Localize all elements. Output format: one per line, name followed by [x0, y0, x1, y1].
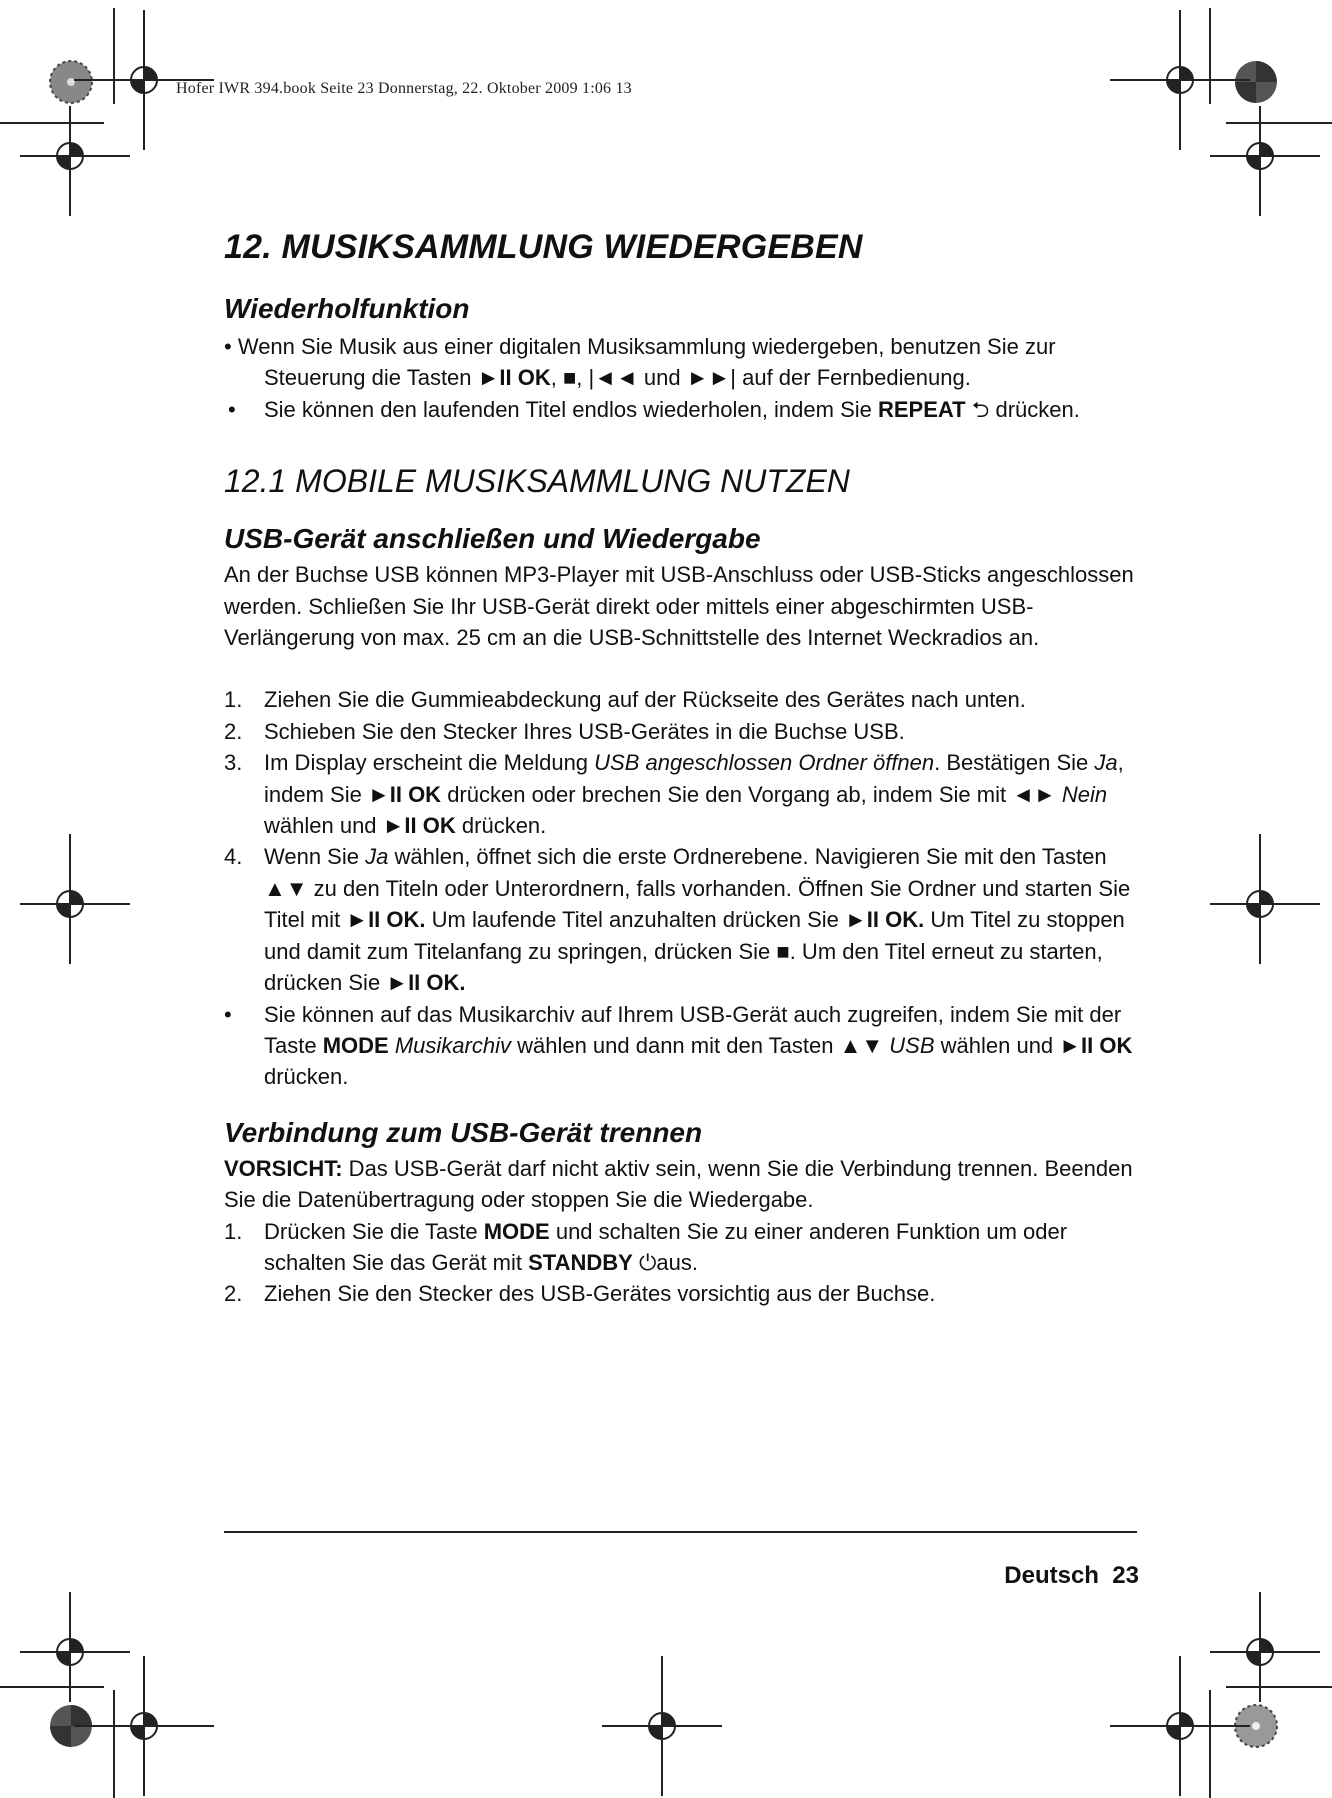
- caution-paragraph: VORSICHT: Das USB-Gerät darf nicht aktiv sein, wenn Sie die Verbindung trennen. Beenden Sie die Datenübertragung oder stoppen Sie die Wiedergabe.: [224, 1155, 1133, 1213]
- chapter-title: 12. MUSIKSAMMLUNG WIEDERGEBEN: [224, 228, 863, 266]
- crop-mark-line: [1226, 1686, 1332, 1688]
- page-number: 23: [1112, 1562, 1139, 1589]
- power-icon: ⏻: [638, 1249, 657, 1275]
- footer-language: Deutsch: [1004, 1562, 1099, 1589]
- page-footer: [1004, 1562, 1139, 1590]
- registration-mark-icon: [1190, 834, 1330, 974]
- print-header-slug: Hofer IWR 394.book Seite 23 Donnerstag, 22. Oktober 2009 1:06 13: [176, 80, 632, 97]
- subsection-heading-usb-connect: USB-Gerät anschließen und Wiedergabe: [224, 523, 761, 555]
- page-content: [224, 226, 1144, 1310]
- section-heading-wiederholfunktion: Wiederholfunktion: [224, 293, 470, 324]
- subsection-heading-disconnect: Verbindung zum USB-Gerät trennen: [224, 1116, 703, 1148]
- bullet-list: [224, 331, 1144, 425]
- registration-mark-icon: [0, 86, 140, 226]
- caution-label: VORSICHT:: [224, 1155, 343, 1181]
- list-item: 1. Drücken Sie die Taste MODE und schalten Sie zu einer anderen Funktion um oder schalten Sie das Gerät mit STANDBY ⏻aus.: [224, 1218, 1068, 1275]
- crop-mark-line: [0, 1686, 104, 1688]
- footer-rule: [224, 1531, 1137, 1533]
- intro-paragraph: An der Buchse USB können MP3-Player mit USB-Anschluss oder USB-Sticks angeschlossen werden. Schließen Sie Ihr USB-Gerät direkt oder mittels einer abgeschirmten USB-Verlängerung von max. 25 cm an die USB-Schnittstelle des Internet Weckradios an.: [224, 562, 1134, 651]
- registration-mark-icon: [592, 1656, 732, 1796]
- list-item: • Sie können den laufenden Titel endlos wiederholen, indem Sie REPEAT ⮌ drücken.: [228, 396, 1080, 422]
- registration-mark-icon: [0, 834, 140, 974]
- numbered-steps: [224, 1216, 1144, 1310]
- list-item: 1. Ziehen Sie die Gummieabdeckung auf der Rückseite des Gerätes nach unten.: [224, 687, 1026, 713]
- crop-mark-line: [113, 1690, 115, 1798]
- numbered-steps: [224, 684, 1144, 1092]
- list-item: • Sie können auf das Musikarchiv auf Ihrem USB-Gerät auch zugreifen, indem Sie mit der Taste MODE Musikarchiv wählen und dann mit den Tasten ▲▼ USB wählen und ►II OK drücken.: [224, 1001, 1133, 1090]
- crop-mark-line: [1209, 8, 1211, 104]
- crop-mark-line: [1226, 122, 1332, 124]
- list-item: 2. Schieben Sie den Stecker Ihres USB-Gerätes in die Buchse USB.: [224, 718, 905, 744]
- registration-mark-icon: [1110, 1656, 1250, 1796]
- registration-mark-icon: [74, 1656, 214, 1796]
- list-item: 4. Wenn Sie Ja wählen, öffnet sich die erste Ordnerebene. Navigieren Sie mit den Tasten ▲▼ zu den Titeln oder Unterordnern, falls vorhanden. Öffnen Sie Ordner und starten Sie Titel mit ►II OK. Um laufende Titel anzuhalten drücken Sie ►II OK. Um Titel zu stoppen und damit zum Titelanfang zu springen, drücken Sie ■. Um den Titel erneut zu starten, drücken Sie ►II OK.: [224, 844, 1131, 996]
- crop-mark-line: [0, 122, 104, 124]
- crop-mark-line: [113, 8, 115, 104]
- section-heading-mobile: 12.1 MOBILE MUSIKSAMMLUNG NUTZEN: [224, 463, 850, 500]
- list-item: 2. Ziehen Sie den Stecker des USB-Gerätes vorsichtig aus der Buchse.: [224, 1281, 936, 1307]
- repeat-icon: ⮌: [971, 396, 990, 422]
- list-item: 3. Im Display erscheint die Meldung USB angeschlossen Ordner öffnen. Bestätigen Sie Ja, indem Sie ►II OK drücken oder brechen Sie den Vorgang ab, indem Sie mit ◄► Nein wählen und ►II OK drücken.: [224, 750, 1124, 839]
- crop-mark-line: [1209, 1690, 1211, 1798]
- list-item: • Wenn Sie Musik aus einer digitalen Musiksammlung wiedergeben, benutzen Sie zur Steuerung die Tasten ►II OK, ■, |◄◄ und ►►| auf der Fernbedienung.: [224, 334, 1056, 391]
- registration-mark-icon: [1190, 86, 1330, 226]
